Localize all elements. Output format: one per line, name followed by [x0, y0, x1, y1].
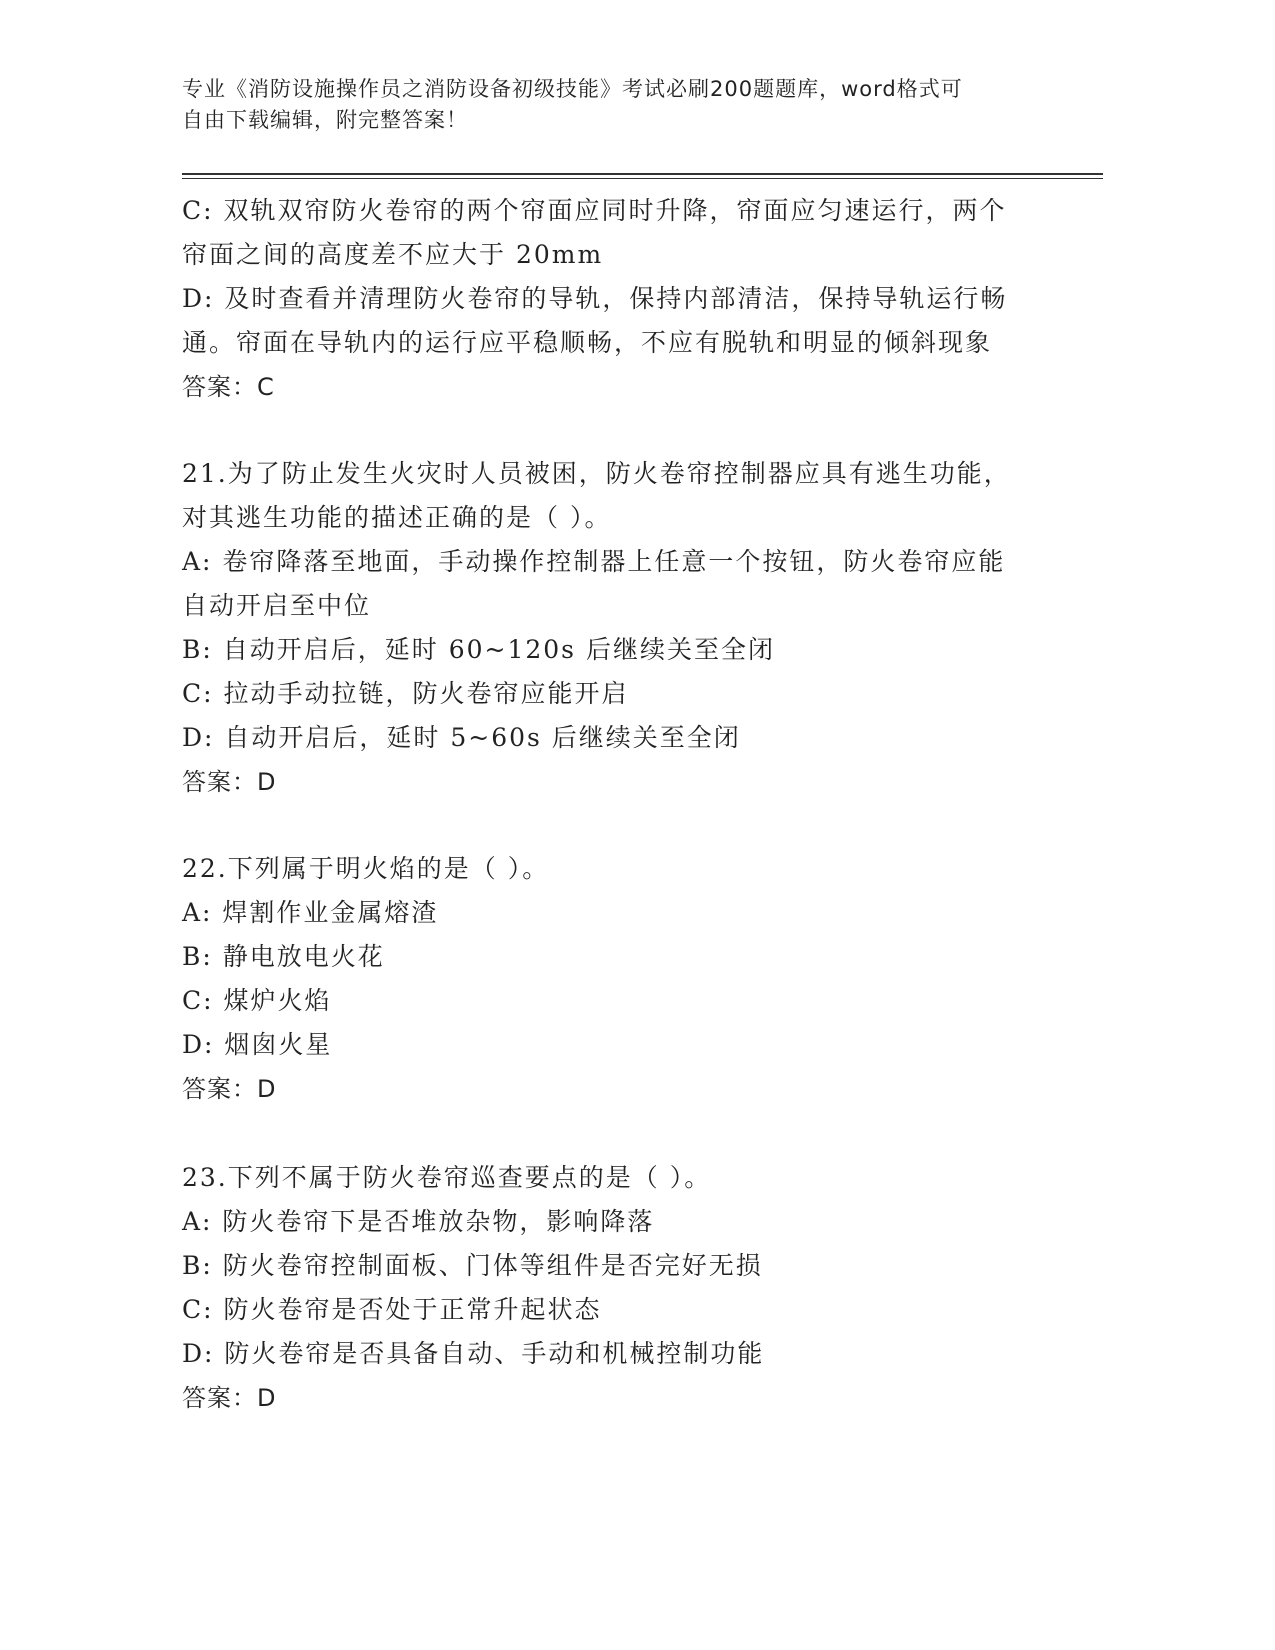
option-a-line-2: 自动开启至中位 [182, 591, 372, 620]
answer-line: 答案：C [182, 373, 275, 401]
option-a: A: 防火卷帘下是否堆放杂物，影响降落 [182, 1207, 655, 1236]
option-a-line-1: A: 卷帘降落至地面，手动操作控制器上任意一个按钮，防火卷帘应能 [182, 547, 1006, 576]
question-stem-line-1: 21.为了防止发生火灾时人员被困，防火卷帘控制器应具有逃生功能， [182, 459, 1011, 488]
answer-line: 答案：D [182, 1075, 277, 1103]
option-d-line-2: 通。帘面在导轨内的运行应平稳顺畅，不应有脱轨和明显的倾斜现象 [182, 328, 993, 357]
question-23 [182, 1156, 1062, 1420]
option-d: D: 烟囱火星 [182, 1030, 333, 1059]
option-a: A: 焊割作业金属熔渣 [182, 898, 439, 927]
document-body [182, 189, 1062, 1420]
question-22 [182, 847, 1062, 1111]
option-c-line-1: C: 双轨双帘防火卷帘的两个帘面应同时升降，帘面应匀速运行，两个 [182, 196, 1007, 225]
header-title-line-1: 专业《消防设施操作员之消防设备初级技能》考试必刷200题题库，word格式可 [182, 77, 963, 101]
option-b: B: 防火卷帘控制面板、门体等组件是否完好无损 [182, 1251, 763, 1280]
option-b: B: 静电放电火花 [182, 942, 385, 971]
header-title-line-2: 自由下载编辑，附完整答案！ [182, 108, 468, 132]
option-c: C: 煤炉火焰 [182, 986, 332, 1015]
question-spacer [182, 1111, 1062, 1156]
document-header [182, 74, 1082, 136]
question-stem: 22.下列属于明火焰的是（ ）。 [182, 854, 550, 883]
question-20-continuation [182, 189, 1062, 409]
answer-line: 答案：D [182, 768, 277, 796]
option-c: C: 拉动手动拉链，防火卷帘应能开启 [182, 679, 629, 708]
option-c-line-2: 帘面之间的高度差不应大于 20mm [182, 240, 604, 269]
option-d: D: 自动开启后，延时 5~60s 后继续关至全闭 [182, 723, 741, 752]
option-d-line-1: D: 及时查看并清理防火卷帘的导轨，保持内部清洁，保持导轨运行畅 [182, 284, 1008, 313]
header-divider-thin [182, 178, 1103, 179]
answer-line: 答案：D [182, 1384, 277, 1412]
option-d: D: 防火卷帘是否具备自动、手动和机械控制功能 [182, 1339, 765, 1368]
option-b: B: 自动开启后，延时 60~120s 后继续关至全闭 [182, 635, 775, 664]
question-stem: 23.下列不属于防火卷帘巡查要点的是（ ）。 [182, 1163, 712, 1192]
question-stem-line-2: 对其逃生功能的描述正确的是（ ）。 [182, 503, 612, 532]
question-spacer [182, 409, 1062, 452]
header-divider-thick [182, 173, 1103, 175]
question-spacer [182, 804, 1062, 847]
option-c: C: 防火卷帘是否处于正常升起状态 [182, 1295, 602, 1324]
question-21 [182, 452, 1062, 804]
